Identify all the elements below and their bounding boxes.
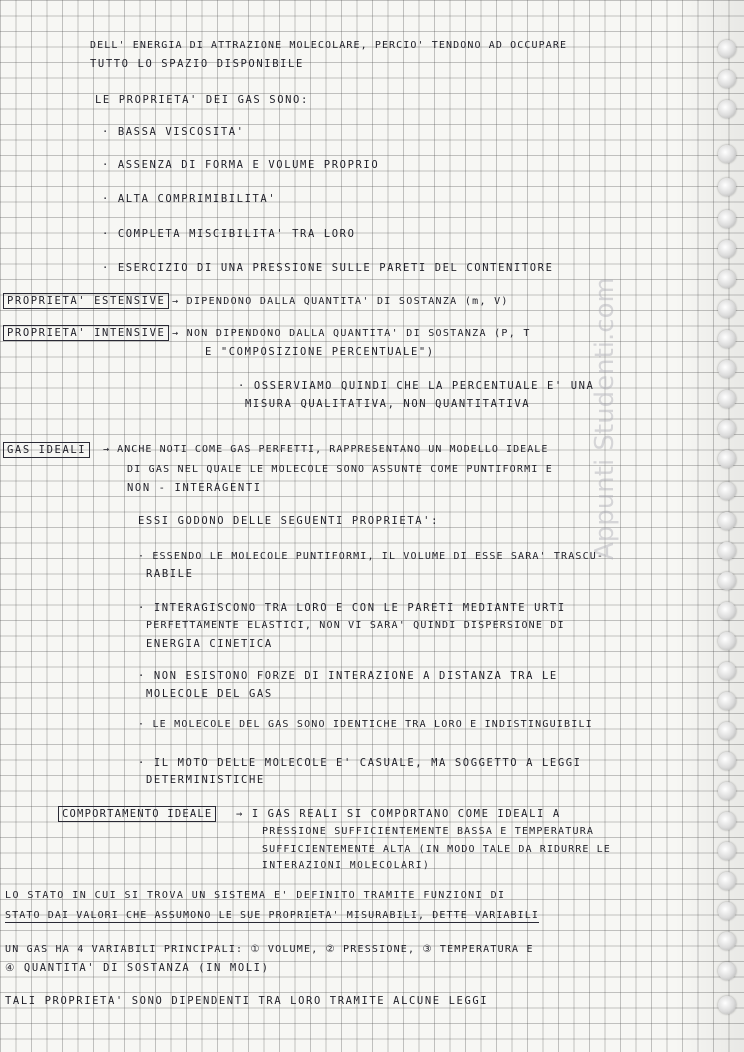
watermark: Appunti Studenti.com xyxy=(590,277,620,560)
binder-hole xyxy=(718,390,736,408)
binder-hole xyxy=(718,662,736,680)
binder-hole xyxy=(718,512,736,530)
text-line: UN GAS HA 4 VARIABILI PRINCIPALI: ① VOLUME, ② PRESSIONE, ③ TEMPERATURA E xyxy=(5,944,534,955)
list-item: · ESERCIZIO DI UNA PRESSIONE SULLE PARETI DEL CONTENITORE xyxy=(102,262,554,274)
binder-hole xyxy=(718,330,736,348)
binder-hole xyxy=(718,782,736,800)
text-line: → DIPENDONO DALLA QUANTITA' DI SOSTANZA (m, V) xyxy=(172,296,509,307)
binder-hole xyxy=(718,752,736,770)
list-item: · LE MOLECOLE DEL GAS SONO IDENTICHE TRA LORO E INDISTINGUIBILI xyxy=(138,719,593,730)
binder-hole xyxy=(718,542,736,560)
binder-hole xyxy=(718,962,736,980)
text-line: INTERAZIONI MOLECOLARI) xyxy=(262,860,431,871)
text-line: DELL' ENERGIA DI ATTRAZIONE MOLECOLARE, PERCIO' TENDONO AD OCCUPARE xyxy=(90,40,568,51)
binder-hole xyxy=(718,40,736,58)
text-line: DI GAS NEL QUALE LE MOLECOLE SONO ASSUNTE COME PUNTIFORMI E xyxy=(127,464,554,475)
text-line: LO STATO IN CUI SI TROVA UN SISTEMA E' DEFINITO TRAMITE FUNZIONI DI xyxy=(5,890,506,901)
binder-hole xyxy=(718,996,736,1014)
binder-hole xyxy=(718,240,736,258)
binder-hole xyxy=(718,632,736,650)
binder-hole xyxy=(718,178,736,196)
note-line: · OSSERVIAMO QUINDI CHE LA PERCENTUALE E' UNA xyxy=(238,380,595,392)
binder-hole xyxy=(718,932,736,950)
list-item: ENERGIA CINETICA xyxy=(146,638,273,650)
binder-hole xyxy=(718,842,736,860)
binder-hole xyxy=(718,450,736,468)
note-line: MISURA QUALITATIVA, NON QUANTITATIVA xyxy=(245,398,531,410)
binder-hole xyxy=(718,572,736,590)
list-item: MOLECOLE DEL GAS xyxy=(146,688,273,700)
text-line: → I GAS REALI SI COMPORTANO COME IDEALI A xyxy=(236,808,561,820)
binder-hole xyxy=(718,902,736,920)
list-item: · INTERAGISCONO TRA LORO E CON LE PARETI MEDIANTE URTI xyxy=(138,602,566,614)
binder-hole xyxy=(718,70,736,88)
binder-hole xyxy=(718,300,736,318)
boxed-term-ideal-gases: GAS IDEALI xyxy=(3,442,90,458)
list-item: · IL MOTO DELLE MOLECOLE E' CASUALE, MA SOGGETTO A LEGGI xyxy=(138,757,582,769)
list-item: · BASSA VISCOSITA' xyxy=(102,126,245,138)
text-line: ④ QUANTITA' DI SOSTANZA (IN MOLI) xyxy=(5,962,270,974)
binder-hole xyxy=(718,270,736,288)
binder-hole xyxy=(718,872,736,890)
boxed-term-intensive: PROPRIETA' INTENSIVE xyxy=(3,325,169,341)
list-item: RABILE xyxy=(146,568,194,580)
text-line: NON - INTERAGENTI xyxy=(127,482,262,494)
binder-hole xyxy=(718,722,736,740)
binder-hole xyxy=(718,482,736,500)
binder-hole xyxy=(718,145,736,163)
binder-hole xyxy=(718,602,736,620)
boxed-term-ideal-behaviour: COMPORTAMENTO IDEALE xyxy=(58,806,216,822)
binder-hole xyxy=(718,812,736,830)
text-line: TUTTO LO SPAZIO DISPONIBILE xyxy=(90,58,304,70)
list-item: · ASSENZA DI FORMA E VOLUME PROPRIO xyxy=(102,159,380,171)
section-heading: ESSI GODONO DELLE SEGUENTI PROPRIETA': xyxy=(138,515,440,527)
text-line: PRESSIONE SUFFICIENTEMENTE BASSA E TEMPERATURA xyxy=(262,826,595,837)
list-item: · ALTA COMPRIMIBILITA' xyxy=(102,193,277,205)
text-line: TALI PROPRIETA' SONO DIPENDENTI TRA LORO TRAMITE ALCUNE LEGGI xyxy=(5,995,489,1007)
text-line: E "COMPOSIZIONE PERCENTUALE") xyxy=(205,346,435,358)
text-line: → NON DIPENDONO DALLA QUANTITA' DI SOSTANZA (P, T xyxy=(172,328,531,339)
list-item: DETERMINISTICHE xyxy=(146,774,265,786)
list-item: · ESSENDO LE MOLECOLE PUNTIFORMI, IL VOLUME DI ESSE SARA' TRASCU- xyxy=(138,551,605,562)
binder-hole xyxy=(718,210,736,228)
list-item: · COMPLETA MISCIBILITA' TRA LORO xyxy=(102,228,356,240)
text-line: SUFFICIENTEMENTE ALTA (IN MODO TALE DA RIDURRE LE xyxy=(262,844,611,855)
list-item: · NON ESISTONO FORZE DI INTERAZIONE A DISTANZA TRA LE xyxy=(138,670,558,682)
binder-hole xyxy=(718,100,736,118)
binder-hole xyxy=(718,692,736,710)
binder-hole xyxy=(718,420,736,438)
text-line: STATO DAI VALORI CHE ASSUMONO LE SUE PROPRIETA' MISURABILI, DETTE VARIABILI xyxy=(5,910,540,921)
section-heading: LE PROPRIETA' DEI GAS SONO: xyxy=(95,94,309,106)
boxed-term-extensive: PROPRIETA' ESTENSIVE xyxy=(3,293,169,309)
list-item: PERFETTAMENTE ELASTICI, NON VI SARA' QUINDI DISPERSIONE DI xyxy=(146,620,565,631)
text-line: → ANCHE NOTI COME GAS PERFETTI, RAPPRESENTANO UN MODELLO IDEALE xyxy=(103,444,549,455)
binder-hole xyxy=(718,360,736,378)
